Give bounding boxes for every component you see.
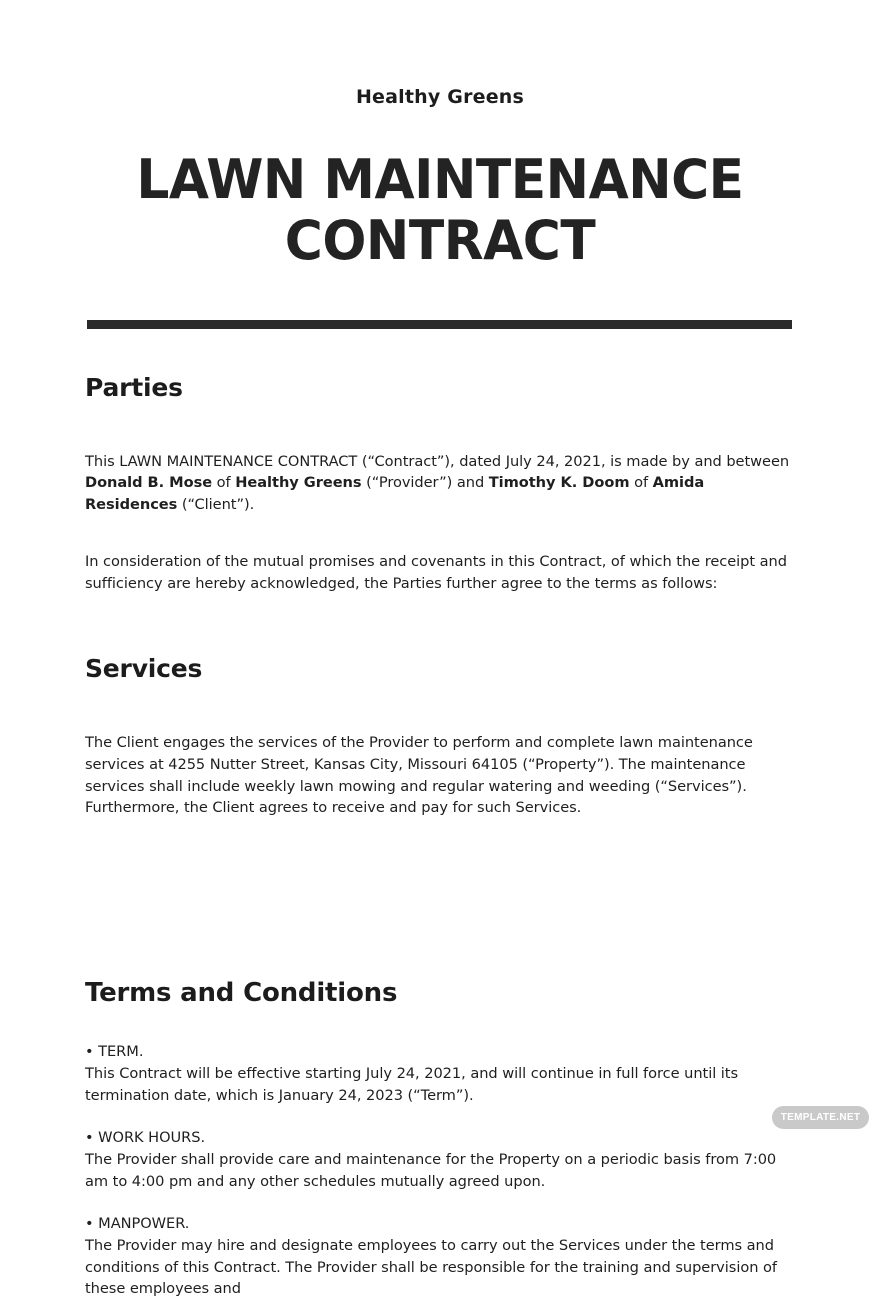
clause-body: This Contract will be effective starting July 24, 2021, and will continue in full force until its termination date, which is January 24, 2023 (“Term”). — [85, 1064, 739, 1104]
clause-title: • WORK HOURS. — [85, 1129, 206, 1147]
document-title: LAWN MAINTENANCE CONTRACT — [136, 147, 744, 272]
parties-text-part-1: This LAWN MAINTENANCE CONTRACT (“Contract”), dated July 24, 2021, is made by and between — [85, 452, 790, 470]
clause-body: The Provider shall provide care and maintenance for the Property on a periodic basis from 7:00 am to 4:00 pm and any other schedules mutually agreed upon. — [85, 1150, 777, 1190]
divider-bar — [87, 320, 792, 329]
client-person-name: Timothy K. Doom — [488, 474, 630, 492]
parties-paragraph-2: In consideration of the mutual promises and covenants in this Contract, of which the receipt and sufficiency are hereby acknowledged, the Parties further agree to the terms as follows: — [85, 553, 787, 593]
template-watermark-badge — [772, 1106, 869, 1129]
provider-person-name: Donald B. Mose — [85, 474, 213, 492]
clause-term — [0, 1041, 880, 1106]
clause-manpower — [0, 1192, 880, 1300]
parties-text-part-5: (“Client”). — [177, 496, 255, 514]
section-heading-terms-and-conditions: Terms and Conditions — [85, 977, 398, 1008]
clause-body: The Provider may hire and designate employees to carry out the Services under the terms and conditions of this Contract. The Provider shall be responsible for the training and supervision of these employees and — [85, 1237, 777, 1298]
terms-clause-list — [0, 1009, 880, 1300]
section-heading-parties: Parties — [85, 372, 183, 402]
clause-title: • MANPOWER. — [85, 1215, 190, 1233]
parties-text-part-2: of — [212, 474, 236, 492]
section-heading-services: Services — [85, 654, 203, 684]
watermark-label: TEMPLATE.NET — [780, 1112, 861, 1123]
parties-text-part-4: of — [629, 474, 653, 492]
client-company-name: Amida Residences — [85, 474, 705, 514]
provider-company-name: Healthy Greens — [235, 474, 362, 492]
clause-work-hours — [0, 1106, 880, 1192]
divider-wrapper — [0, 271, 880, 329]
parties-paragraph-1 — [0, 418, 880, 516]
company-name: Healthy Greens — [355, 86, 525, 108]
parties-text-part-3: (“Provider”) and — [361, 474, 489, 492]
clause-title: • TERM. — [85, 1043, 144, 1061]
services-paragraph: The Client engages the services of the Provider to perform and complete lawn maintenance services at 4255 Nutter Street, Kansas City, Missouri 64105 (“Property”). The maintenance services shall include weekly lawn mowing and regular watering and weeding (“Services”). Furthermore, the Client agrees to receive and pay for such Services. — [85, 734, 753, 817]
